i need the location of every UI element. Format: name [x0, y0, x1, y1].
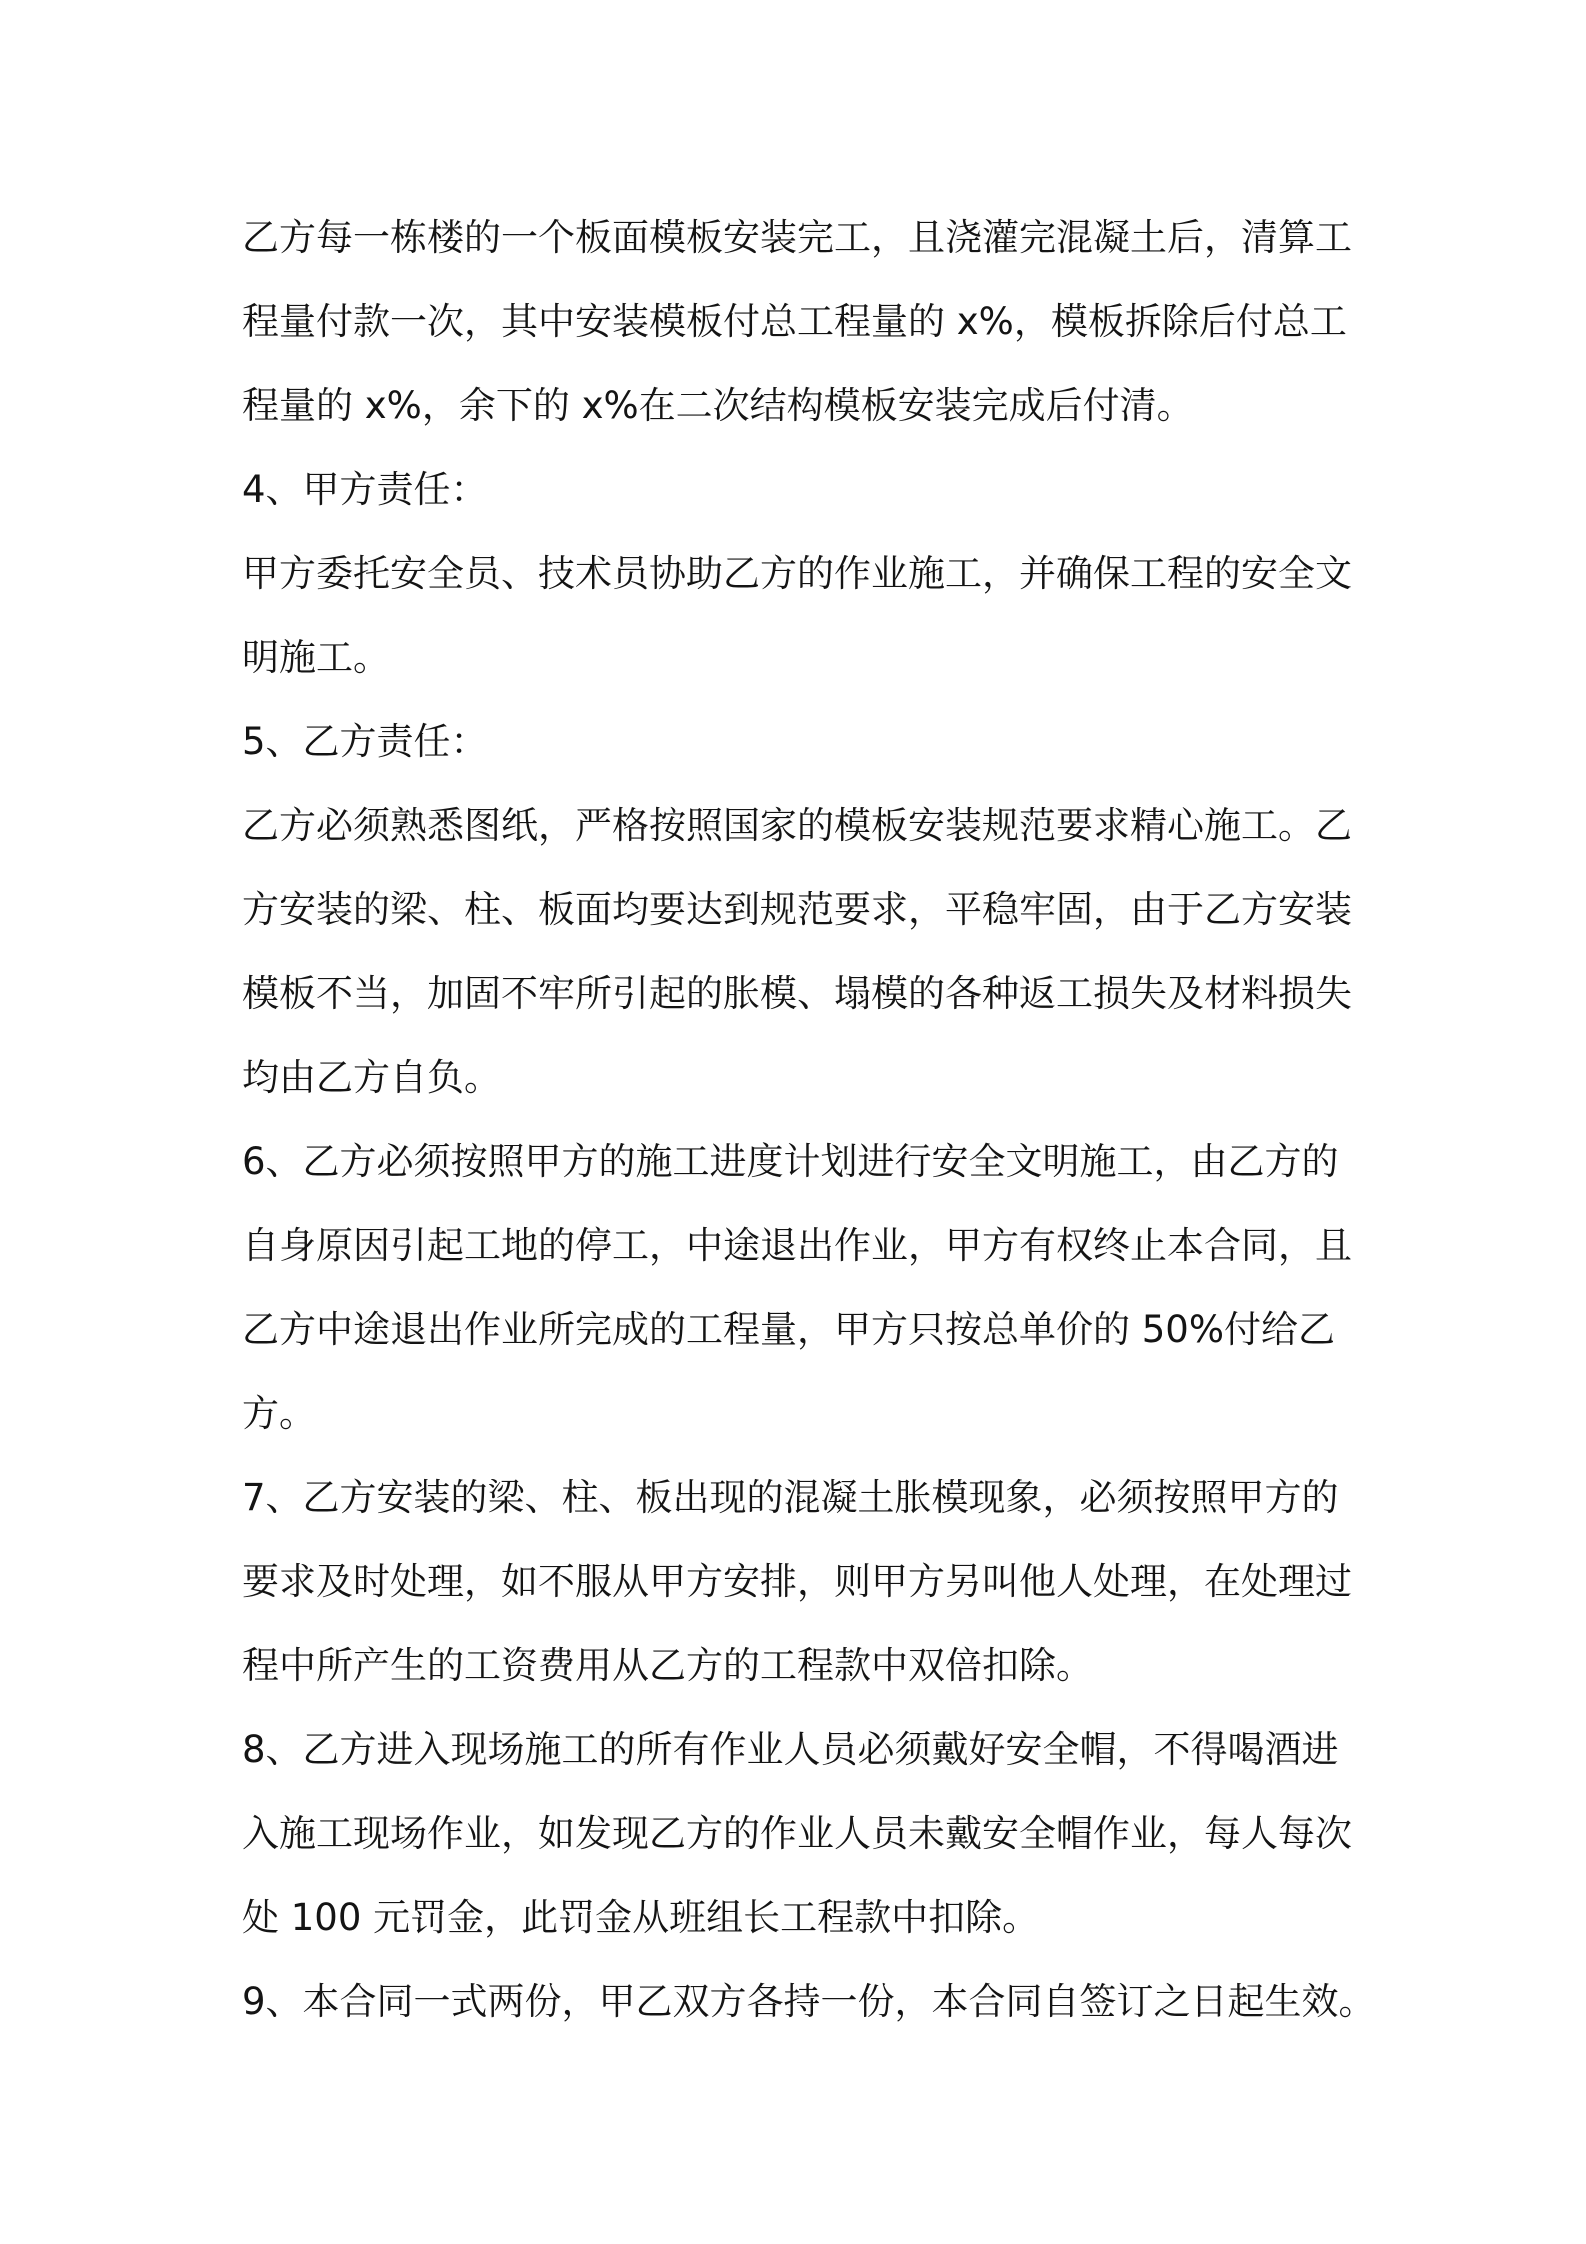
paragraph-line: 入施工现场作业，如发现乙方的作业人员未戴安全帽作业，每人每次 [242, 1812, 1352, 1855]
section-heading-party-a-responsibility: 4、甲方责任： [242, 468, 488, 511]
paragraph-line: 程中所产生的工资费用从乙方的工程款中双倍扣除。 [242, 1644, 1093, 1687]
clause-9-line: 9、本合同一式两份，甲乙双方各持一份，本合同自签订之日起生效。 [242, 1980, 1376, 2023]
section-heading-party-b-responsibility: 5、乙方责任： [242, 720, 488, 763]
paragraph-line: 程量的 x%，余下的 x%在二次结构模板安装完成后付清。 [242, 384, 1194, 427]
paragraph-line: 甲方委托安全员、技术员协助乙方的作业施工，并确保工程的安全文 [242, 552, 1352, 595]
clause-6-line: 6、乙方必须按照甲方的施工进度计划进行安全文明施工，由乙方的 [242, 1140, 1339, 1183]
clause-7-line: 7、乙方安装的梁、柱、板出现的混凝土胀模现象，必须按照甲方的 [242, 1476, 1339, 1519]
paragraph-line: 方安装的梁、柱、板面均要达到规范要求，平稳牢固，由于乙方安装 [242, 888, 1352, 931]
paragraph-line: 明施工。 [242, 636, 390, 679]
paragraph-line: 要求及时处理，如不服从甲方安排，则甲方另叫他人处理，在处理过 [242, 1560, 1352, 1603]
paragraph-line: 乙方必须熟悉图纸，严格按照国家的模板安装规范要求精心施工。乙 [242, 804, 1352, 847]
paragraph-line: 方。 [242, 1392, 316, 1435]
paragraph-line: 处 100 元罚金，此罚金从班组长工程款中扣除。 [242, 1896, 1040, 1939]
paragraph-line: 模板不当，加固不牢所引起的胀模、塌模的各种返工损失及材料损失 [242, 972, 1352, 1015]
paragraph-line: 均由乙方自负。 [242, 1056, 501, 1099]
clause-8-line: 8、乙方进入现场施工的所有作业人员必须戴好安全帽，不得喝酒进 [242, 1728, 1339, 1771]
paragraph-line: 乙方每一栋楼的一个板面模板安装完工，且浇灌完混凝土后，清算工 [242, 216, 1352, 259]
contract-body [242, 196, 1376, 2044]
paragraph-line: 自身原因引起工地的停工，中途退出作业，甲方有权终止本合同，且 [242, 1224, 1352, 1267]
paragraph-line: 程量付款一次，其中安装模板付总工程量的 x%，模板拆除后付总工 [242, 300, 1347, 343]
paragraph-line: 乙方中途退出作业所完成的工程量，甲方只按总单价的 50%付给乙 [242, 1308, 1335, 1351]
